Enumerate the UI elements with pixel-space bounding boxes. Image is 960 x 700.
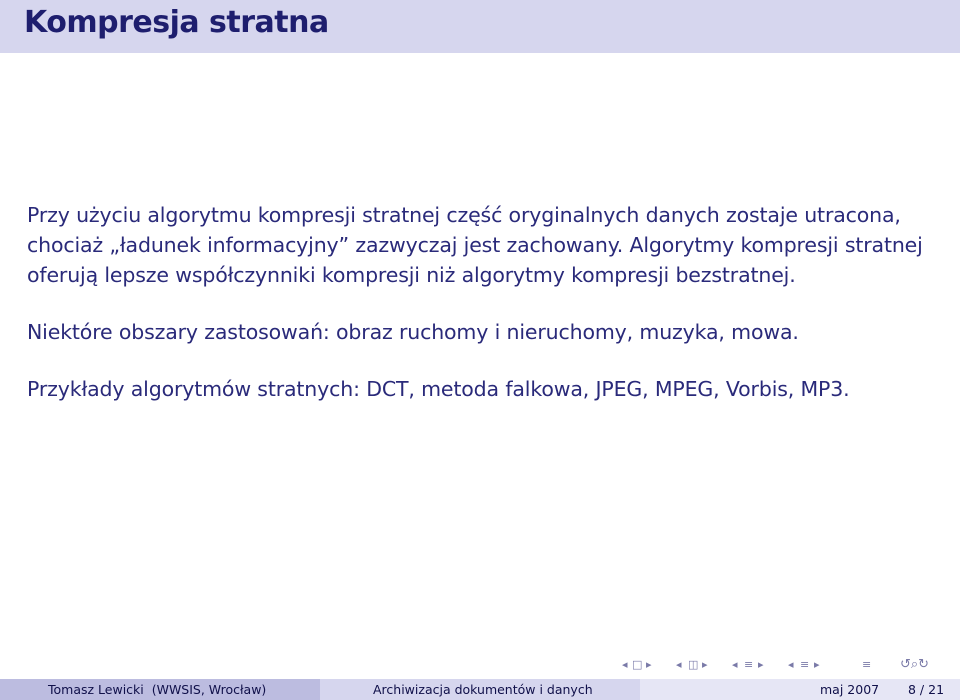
title-bar [0, 0, 960, 53]
paragraph-application-areas: Niektóre obszary zastosowań: obraz ruchomy i nieruchomy, muzyka, mowa. [27, 320, 799, 344]
slide-content [27, 200, 937, 431]
prev-frame-icon[interactable]: ◂ [622, 658, 628, 671]
next-section-icon[interactable]: ▸ [814, 658, 820, 671]
prev-section-icon[interactable]: ◂ [732, 658, 738, 671]
prev-subsection-icon[interactable]: ◂ [676, 658, 682, 671]
next-section-icon[interactable]: ▸ [758, 658, 764, 671]
footer-page-number: 8 / 21 [908, 682, 945, 697]
next-frame-icon[interactable]: ▸ [646, 658, 652, 671]
paragraph-algorithm-examples: Przykłady algorytmów stratnych: DCT, metoda falkowa, JPEG, MPEG, Vorbis, MP3. [27, 377, 850, 401]
section-icon[interactable]: ≡ [800, 658, 810, 671]
navigation-bar [600, 655, 952, 675]
footer-short-title: Archiwizacja dokumentów i danych [373, 682, 593, 697]
footer-date: maj 2007 [820, 682, 880, 697]
footer-date-page-cell [640, 679, 960, 700]
frame-icon[interactable]: □ [632, 658, 643, 671]
footer-author-cell [0, 679, 320, 700]
footer [0, 679, 960, 700]
align-icon[interactable]: ≡ [862, 658, 872, 671]
slide-title: Kompresja stratna [24, 5, 329, 40]
prev-section-icon[interactable]: ◂ [788, 658, 794, 671]
search-icon[interactable]: ↺⌕↻ [900, 657, 930, 672]
next-subsection-icon[interactable]: ▸ [702, 658, 708, 671]
section-icon[interactable]: ≡ [744, 658, 754, 671]
footer-author: Tomasz Lewicki (WWSIS, Wrocław) [48, 682, 267, 697]
footer-title-cell [320, 679, 640, 700]
paragraph-lossy-description: Przy użyciu algorytmu kompresji stratnej część oryginalnych danych zostaje utracona, chociaż „ładunek informacyjny” zazwyczaj jest zachowany. Algorytmy kompresji stratnej oferują lepsze współczynniki kompresji niż algorytmy kompresji bezstratnej. [27, 203, 923, 287]
subsection-icon[interactable]: ◫ [688, 658, 699, 671]
